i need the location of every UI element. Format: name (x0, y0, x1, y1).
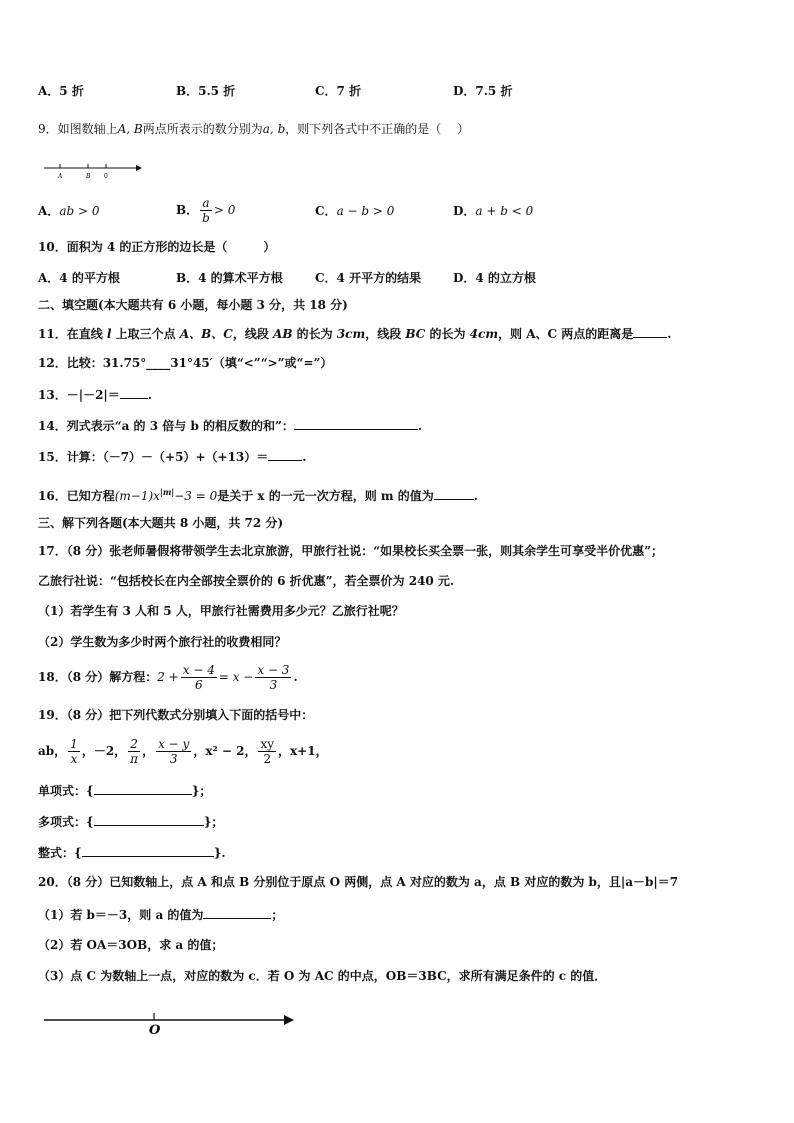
q8-option-b: B．5.5 折 (176, 84, 236, 98)
q20-number-line (40, 1008, 300, 1038)
q19-monomial: 单项式：{ }； (38, 784, 212, 798)
q17-line-1: 17．（8 分）张老师暑假将带领学生去北京旅游，甲旅行社说：“如果校长买全票一张，则其余学生可享受半价优惠”； (38, 544, 664, 558)
q9-option-a: A．ab > 0 (38, 204, 100, 218)
section-2-heading: 二、填空题(本大题共有 6 小题，每小题 3 分，共 18 分) (38, 298, 348, 312)
q16-stem: 16．已知方程$(m-1)x^{|m|}-3 = 0$是关于 x 的一元一次方程，则 m 的值为 . (38, 487, 478, 503)
q20-stem: 20．（8 分）已知数轴上，点 A 和点 B 分别位于原点 O 两侧，点 A 对应的数为 a，点 B 对应的数为 b，且|a－b|＝7 (38, 875, 679, 889)
q19-integral: 整式：{ }. (38, 846, 226, 860)
q15-stem: 15．计算：（－7）－（+5）+（+13）＝ . (38, 450, 307, 464)
q19-expressions: ab， $\frac{1}{x}$ ，－2， $\frac{2}{\pi}$ ， $\frac{x - y}{3}$ ，x² − 2， $\frac{xy}{2}$ ，x+1， (38, 737, 328, 766)
q20-part-1: （1）若 b＝－3，则 a 的值为 ； (38, 908, 284, 922)
q8-option-c: C．7 折 (315, 84, 362, 98)
q9-option-c: C．a − b > 0 (315, 204, 395, 218)
q20-part-2: （2）若 OA＝3OB，求 a 的值； (38, 938, 224, 952)
q9-option-d: D．a + b < 0 (453, 204, 534, 218)
q14-stem: 14．列式表示“a 的 3 倍与 b 的相反数的和”： . (38, 419, 423, 433)
axis-label-a: A (58, 173, 63, 180)
q8-option-d: D．7.5 折 (453, 84, 513, 98)
q13-stem: 13．－|－2|＝ . (38, 388, 152, 402)
q18-stem: 18．（8 分）解方程：2 + $\frac{x - 4}{6}$ = x − $\frac{x - 3}{3}$ . (38, 663, 298, 692)
q20-part-3: （3）点 C 为数轴上一点，对应的数为 c．若 O 为 AC 的中点，OB＝3BC，求所有满足条件的 c 的值． (38, 969, 607, 983)
axis-label-zero: 0 (104, 173, 108, 180)
q10-option-c: C．4 开平方的结果 (315, 271, 422, 285)
section-3-heading: 三、解下列各题(本大题共 8 小题，共 72 分) (38, 516, 284, 530)
q9-option-b: B． $\frac{a}{b}$ > 0 (176, 196, 236, 225)
q17-line-2: 乙旅行社说：“包括校长在内全部按全票价的 6 折优惠”，若全票价为 240 元. (38, 574, 455, 588)
origin-label: O (149, 1023, 161, 1038)
q8-option-a: A．5 折 (38, 84, 84, 98)
axis-label-b: B (86, 173, 91, 180)
q9-number-line (40, 160, 144, 180)
q17-part-2: （2）学生数为多少时两个旅行社的收费相同？ (38, 635, 287, 649)
q10-stem: 10．面积为 4 的正方形的边长是（ ） (38, 240, 276, 254)
q19-stem: 19．（8 分）把下列代数式分别填入下面的括号中： (38, 708, 314, 722)
q17-part-1: （1）若学生有 3 人和 5 人，甲旅行社需费用多少元？乙旅行社呢？ (38, 604, 404, 618)
q10-option-b: B．4 的算术平方根 (176, 271, 283, 285)
q12-stem: 12．比较：31.75°____31°45′（填“<”“>”或“=”） (38, 356, 333, 370)
q19-polynomial: 多项式：{ }； (38, 815, 224, 829)
q9-stem: 9．如图数轴上A, B两点所表示的数分别为a, b，则下列各式中不正确的是（ ） (38, 122, 470, 136)
q10-option-d: D．4 的立方根 (453, 271, 536, 285)
q11-stem: 11．在直线 l 上取三个点 A、B、C，线段 AB 的长为 3cm，线段 BC 的长为 4cm，则 A、C 两点的距离是 . (38, 327, 672, 341)
q10-option-a: A．4 的平方根 (38, 271, 120, 285)
